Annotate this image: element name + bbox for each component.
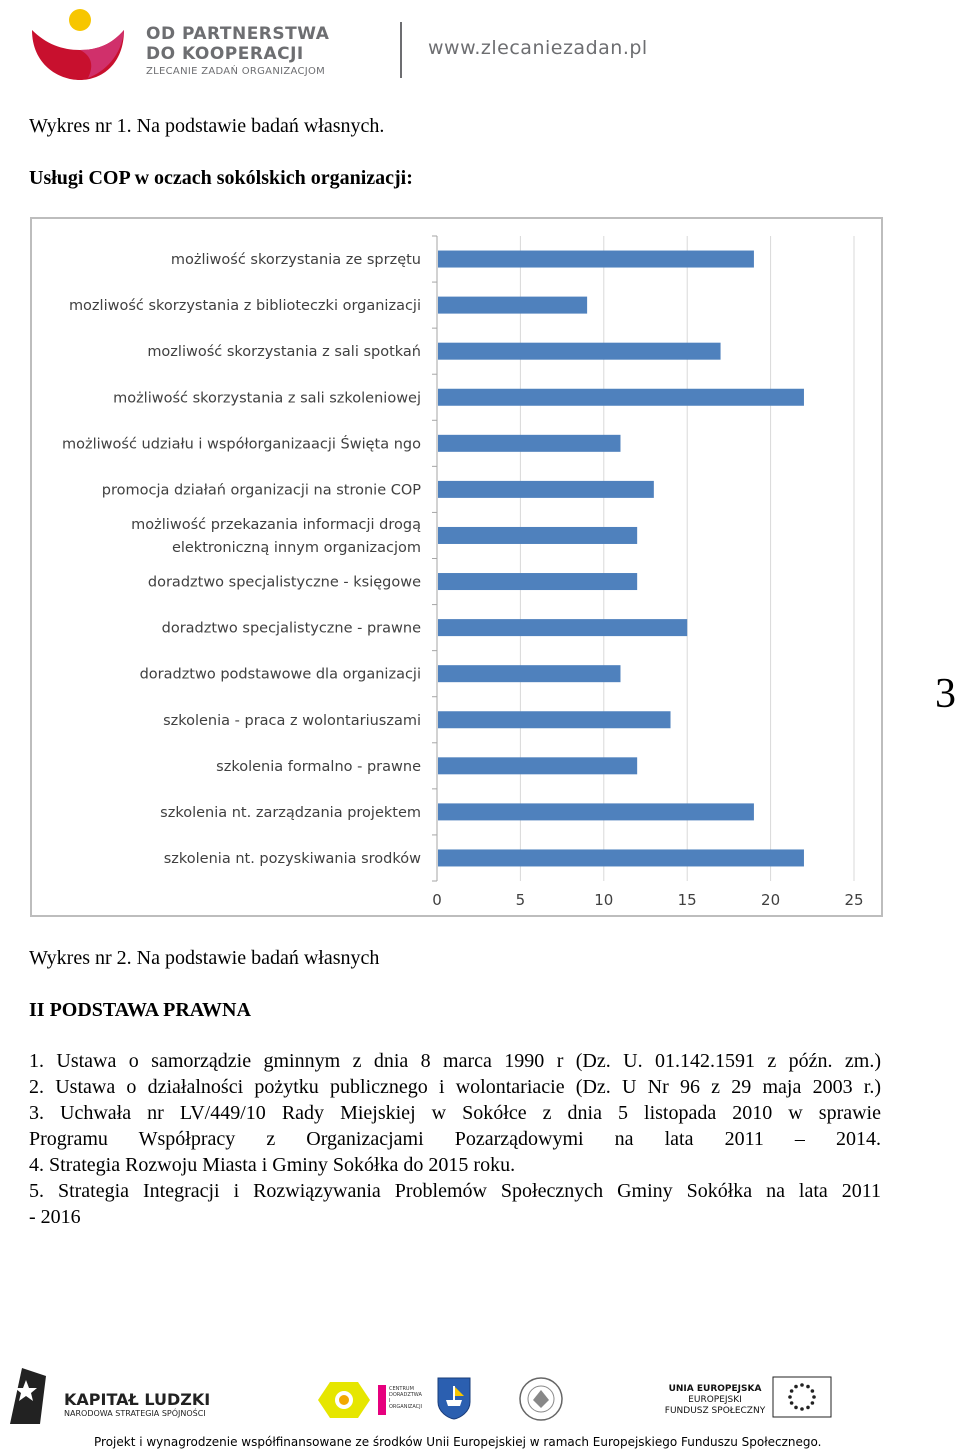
category-label-6-0: możliwość przekazania informacji drogą xyxy=(131,516,421,533)
category-label-11: szkolenia formalno - prawne xyxy=(216,758,421,775)
logo-title-line1: OD PARTNERSTWA xyxy=(146,24,330,44)
bar-11 xyxy=(438,757,637,774)
x-tick-label-4: 20 xyxy=(761,891,781,909)
category-label-9: doradztwo podstawowe dla organizacji xyxy=(139,666,421,683)
category-label-1: mozliwość skorzystania z biblioteczki organizacji xyxy=(68,298,421,315)
eu-line1: UNIA EUROPEJSKA xyxy=(668,1384,762,1394)
section-title: II PODSTAWA PRAWNA xyxy=(29,999,251,1021)
eu-star xyxy=(806,1406,810,1410)
category-label-6-1: elektroniczną innym organizacjom xyxy=(171,539,421,556)
page-footer xyxy=(0,1360,960,1451)
category-label-3: możliwość skorzystania z sali szkoleniowej xyxy=(113,390,421,407)
bar-12 xyxy=(438,803,754,820)
eu-star xyxy=(812,1395,816,1399)
cdo-text: CENTRUM DORADZTWA I ORGANIZACJI xyxy=(389,1386,423,1410)
x-tick-label-2: 10 xyxy=(594,891,614,909)
chart-frame xyxy=(30,217,883,917)
legal-item-5-line1: 5. Strategia Integracji i Rozwiązywania Problemów Społecznych Gminy Sokółka na lata 2011 xyxy=(29,1180,881,1202)
eu-star xyxy=(806,1385,810,1389)
legal-item-3-line1: 3. Uchwała nr LV/449/10 Rady Miejskiej w Sokółce z dnia 5 listopada 2010 w sprawie xyxy=(29,1102,881,1124)
bar-8 xyxy=(438,619,687,636)
eu-star xyxy=(788,1395,792,1399)
partnership-logo-icon xyxy=(28,6,128,82)
cdo-logo-icon xyxy=(316,1380,372,1420)
cdo-accent xyxy=(378,1385,386,1415)
caption-2: Wykres nr 2. Na podstawie badań własnych xyxy=(29,947,380,969)
category-label-8: doradztwo specjalistyczne - prawne xyxy=(161,620,421,637)
kapital-ludzki-logo-icon xyxy=(6,1366,50,1426)
page-number: 3 xyxy=(935,671,956,717)
eu-star xyxy=(790,1389,794,1393)
category-label-13: szkolenia nt. pozyskiwania srodków xyxy=(163,850,421,867)
category-label-0: możliwość skorzystania ze sprzętu xyxy=(170,252,421,269)
eu-flag-icon xyxy=(772,1376,832,1418)
eu-star xyxy=(800,1383,804,1387)
bar-0 xyxy=(438,251,754,268)
bar-3 xyxy=(438,389,804,406)
eu-star xyxy=(800,1407,804,1411)
x-tick-label-5: 25 xyxy=(844,891,864,909)
header-url[interactable]: www.zlecaniezadan.pl xyxy=(428,37,648,59)
x-tick-label-0: 0 xyxy=(432,891,442,909)
legal-item-2: 2. Ustawa o działalności pożytku publicznego i wolontariacie (Dz. U Nr 96 z 29 maja 2003 r.) xyxy=(29,1076,881,1098)
bar-2 xyxy=(438,343,721,360)
eu-text xyxy=(662,1384,768,1417)
legal-item-3-line2: Programu Współpracy z Organizacjami Pozarządowymi na lata 2011 – 2014. xyxy=(29,1128,881,1150)
eu-line3: FUNDUSZ SPOŁECZNY xyxy=(664,1406,766,1416)
bar-13 xyxy=(438,849,804,866)
category-label-10: szkolenia - praca z wolontariuszami xyxy=(163,712,421,729)
logo-subtitle: ZLECANIE ZADAŃ ORGANIZACJOM xyxy=(146,66,326,77)
bar-1 xyxy=(438,297,587,314)
x-tick-label-3: 15 xyxy=(677,891,697,909)
eu-star xyxy=(790,1401,794,1405)
chart-title: Usługi COP w oczach sokólskich organizacji: xyxy=(29,167,413,189)
bar-10 xyxy=(438,711,671,728)
category-label-12: szkolenia nt. zarządzania projektem xyxy=(160,804,421,821)
footer-caption: Projekt i wynagrodzenie współfinansowane ze środków Unii Europejskiej w ramach Europejskiego Funduszu Społecznego. xyxy=(94,1435,822,1449)
bar-4 xyxy=(438,435,620,452)
bar-5 xyxy=(438,481,654,498)
legal-item-5-line2: - 2016 xyxy=(29,1206,81,1228)
eu-star xyxy=(794,1406,798,1410)
x-tick-label-1: 5 xyxy=(515,891,526,909)
legal-item-4: 4. Strategia Rozwoju Miasta i Gminy Sokółka do 2015 roku. xyxy=(29,1154,516,1176)
eu-line2: EUROPEJSKI xyxy=(688,1395,742,1405)
bar-chart xyxy=(32,219,881,915)
eu-star xyxy=(794,1385,798,1389)
category-label-4: możliwość udziału i współorganizaacji Święta ngo xyxy=(62,436,421,453)
category-label-7: doradztwo specjalistyczne - księgowe xyxy=(147,574,421,591)
bar-7 xyxy=(438,573,637,590)
caption-1: Wykres nr 1. Na podstawie badań własnych. xyxy=(29,115,385,137)
kl-subtitle: NARODOWA STRATEGIA SPÓJNOŚCI xyxy=(64,1409,206,1418)
legal-list xyxy=(29,1048,881,1230)
eu-star xyxy=(811,1389,815,1393)
kl-title: KAPITAŁ LUDZKI xyxy=(64,1390,211,1409)
city-coat-of-arms-icon xyxy=(436,1376,472,1420)
bar-6 xyxy=(438,527,637,544)
university-seal-icon xyxy=(518,1376,564,1422)
legal-item-1: 1. Ustawa o samorządzie gminnym z dnia 8 marca 1990 r (Dz. U. 01.142.1591 z późn. zm.) xyxy=(29,1050,881,1072)
header-divider xyxy=(400,22,402,78)
logo-title-line2: DO KOOPERACJI xyxy=(146,44,304,64)
eu-star xyxy=(811,1401,815,1405)
category-label-5: promocja działań organizacji na stronie COP xyxy=(101,482,421,499)
bar-9 xyxy=(438,665,620,682)
page-header xyxy=(0,0,960,90)
category-label-2: mozliwość skorzystania z sali spotkań xyxy=(147,344,421,361)
